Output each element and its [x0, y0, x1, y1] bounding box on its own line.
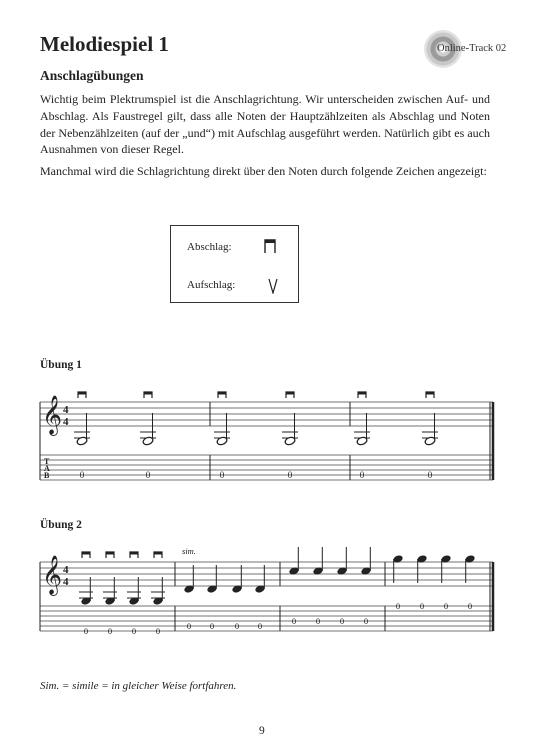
exercise1-title: Übung 1 — [40, 359, 82, 371]
tab-fret-number: 0 — [131, 626, 137, 636]
tab-fret-number: 0 — [155, 626, 161, 636]
tab-fret-number: 0 — [291, 616, 297, 626]
tab-fret-number: 0 — [315, 616, 321, 626]
exercise2-title: Übung 2 — [40, 519, 82, 531]
exercise1-notation — [0, 385, 533, 490]
downstroke-symbol-icon — [263, 238, 277, 254]
exercise2-notation — [0, 545, 533, 645]
svg-text:4: 4 — [63, 564, 69, 576]
stroke-legend-box — [170, 225, 299, 303]
online-track-label: Online-Track 02 — [437, 43, 507, 54]
tab-fret-number: 0 — [287, 470, 293, 480]
page-number: 9 — [259, 725, 265, 737]
svg-text:T: T — [44, 457, 50, 466]
treble-clef-icon: 𝄞 — [42, 557, 63, 594]
sim-marking: sim. — [182, 546, 196, 556]
section-title: Anschlagübungen — [40, 68, 144, 83]
tab-fret-number: 0 — [209, 621, 215, 631]
tab-fret-number: 0 — [79, 470, 85, 480]
tab-fret-number: 0 — [234, 621, 240, 631]
symbol-paragraph: Manchmal wird die Schlagrichtung direkt über den Noten durch folgende Zeichen angezeigt: — [40, 164, 487, 178]
tab-fret-number: 0 — [427, 470, 433, 480]
page-title: Melodiespiel 1 — [40, 32, 169, 56]
tab-fret-number: 0 — [257, 621, 263, 631]
tab-fret-number: 0 — [467, 601, 473, 611]
tab-fret-number: 0 — [83, 626, 89, 636]
tab-fret-number: 0 — [186, 621, 192, 631]
tab-fret-number: 0 — [443, 601, 449, 611]
tab-fret-number: 0 — [107, 626, 113, 636]
upstroke-label: Aufschlag: — [187, 279, 236, 291]
tab-fret-number: 0 — [363, 616, 369, 626]
tab-fret-number: 0 — [219, 470, 225, 480]
svg-text:A: A — [44, 464, 50, 473]
svg-text:4: 4 — [63, 404, 69, 416]
treble-clef-icon: 𝄞 — [42, 397, 63, 434]
tab-fret-number: 0 — [395, 601, 401, 611]
simile-footnote: Sim. = simile = in gleicher Weise fortfahren. — [40, 680, 237, 692]
tab-fret-number: 0 — [339, 616, 345, 626]
tab-fret-number: 0 — [359, 470, 365, 480]
svg-text:B: B — [44, 471, 50, 480]
downstroke-label: Abschlag: — [187, 241, 232, 253]
tab-fret-number: 0 — [145, 470, 151, 480]
upstroke-symbol-icon — [268, 278, 278, 294]
intro-paragraph: Wichtig beim Plektrumspiel ist die Anschlagrichtung. Wir unterscheiden zwischen Auf- und Abschlag. Als Faustregel gilt, dass alle Noten der Hauptzählzeiten als Abschlag und Noten der Nebenzählzeiten (auf der „und“) mit Aufschlag ausgeführt werden. Natürlich gibt es auch Ausnahmen von dieser Regel. — [40, 92, 490, 157]
svg-text:4: 4 — [63, 576, 69, 588]
svg-text:4: 4 — [63, 416, 69, 428]
tab-fret-number: 0 — [419, 601, 425, 611]
